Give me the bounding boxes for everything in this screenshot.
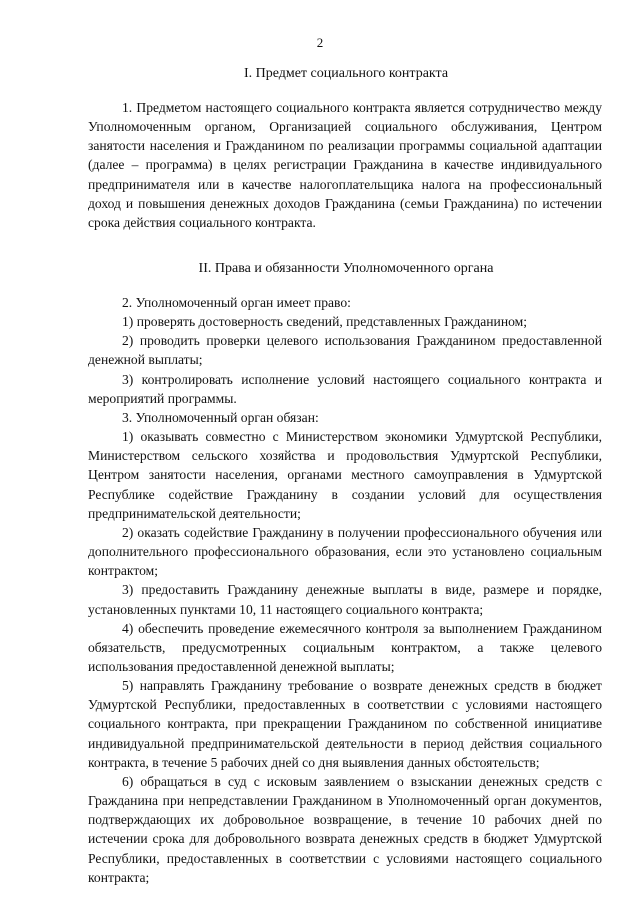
section-2-body (88, 293, 602, 887)
paragraph: 3) предоставить Гражданину денежные выплаты в виде, размере и порядке, установленных пунктами 10, 11 настоящего социального контракта; (88, 582, 602, 617)
paragraph: 6) обращаться в суд с исковым заявлением о взыскании денежных средств с Гражданина при непредставлении Гражданином в Уполномоченный орган документов, подтверждающих их добровольное возвращение, в течение 10 рабочих дней по истечении срока для добровольного возврата денежных средств в бюджет Удмуртской Республики, предоставленных в соответствии с условиями настоящего социального контракта; (88, 773, 602, 885)
paragraph: 4) обеспечить проведение ежемесячного контроля за выполнением Гражданином обязательств, предусмотренных социальным контрактом, а также целевого использования предоставленной денежной выплаты; (88, 620, 602, 674)
section-2-heading: II. Права и обязанности Уполномоченного органа (198, 261, 494, 276)
paragraph: 5) направлять Гражданину требование о возврате денежных средств в бюджет Удмуртской Республики, предоставленных в соответствии с условиями настоящего социального контракта, при прекращении Гражданином по собственной инициативе индивидуальной предпринимательской деятельности в период действия социального контракта, в течение 5 рабочих дней со дня выявления данных обстоятельств; (88, 678, 602, 770)
section-1-body (88, 98, 602, 232)
page-number: 2 (316, 35, 324, 50)
paragraph: 1) проверять достоверность сведений, представленных Гражданином; (122, 314, 528, 330)
paragraph: 3. Уполномоченный орган обязан: (122, 409, 319, 425)
paragraph: 3) контролировать исполнение условий настоящего социального контракта и мероприятий программы. (88, 371, 602, 406)
paragraph: 2. Уполномоченный орган имеет право: (122, 295, 351, 310)
section-1-heading: I. Предмет социального контракта (243, 66, 449, 81)
paragraph: 1. Предметом настоящего социального контракта является сотрудничество между Уполномоченным органом, Организацией социального обслуживания, Центром занятости населения и Гражданином по реализации программы социальной адаптации (далее – программа) в целях регистрации Гражданина в качестве индивидуального предпринимателя или в качестве налогоплательщика налога на профессиональный доход и повышения денежных доходов Гражданина (семьи Гражданина) по истечении срока действия социального контракта. (88, 100, 602, 230)
paragraph: 2) оказать содействие Гражданину в получении профессионального обучения или дополнительного профессионального образования, если это установлено социальным контрактом; (88, 524, 602, 579)
paragraph: 2) проводить проверки целевого использования Гражданином предоставленной денежной выплаты; (88, 333, 602, 368)
paragraph: 1) оказывать совместно с Министерством экономики Удмуртской Республики, Министерством сельского хозяйства и продовольствия Удмуртской Республики, Центром занятости населения, органами местного самоуправления в Удмуртской Республике содействие Гражданину в создании условий для осуществления предпринимательской деятельности; (88, 429, 602, 521)
